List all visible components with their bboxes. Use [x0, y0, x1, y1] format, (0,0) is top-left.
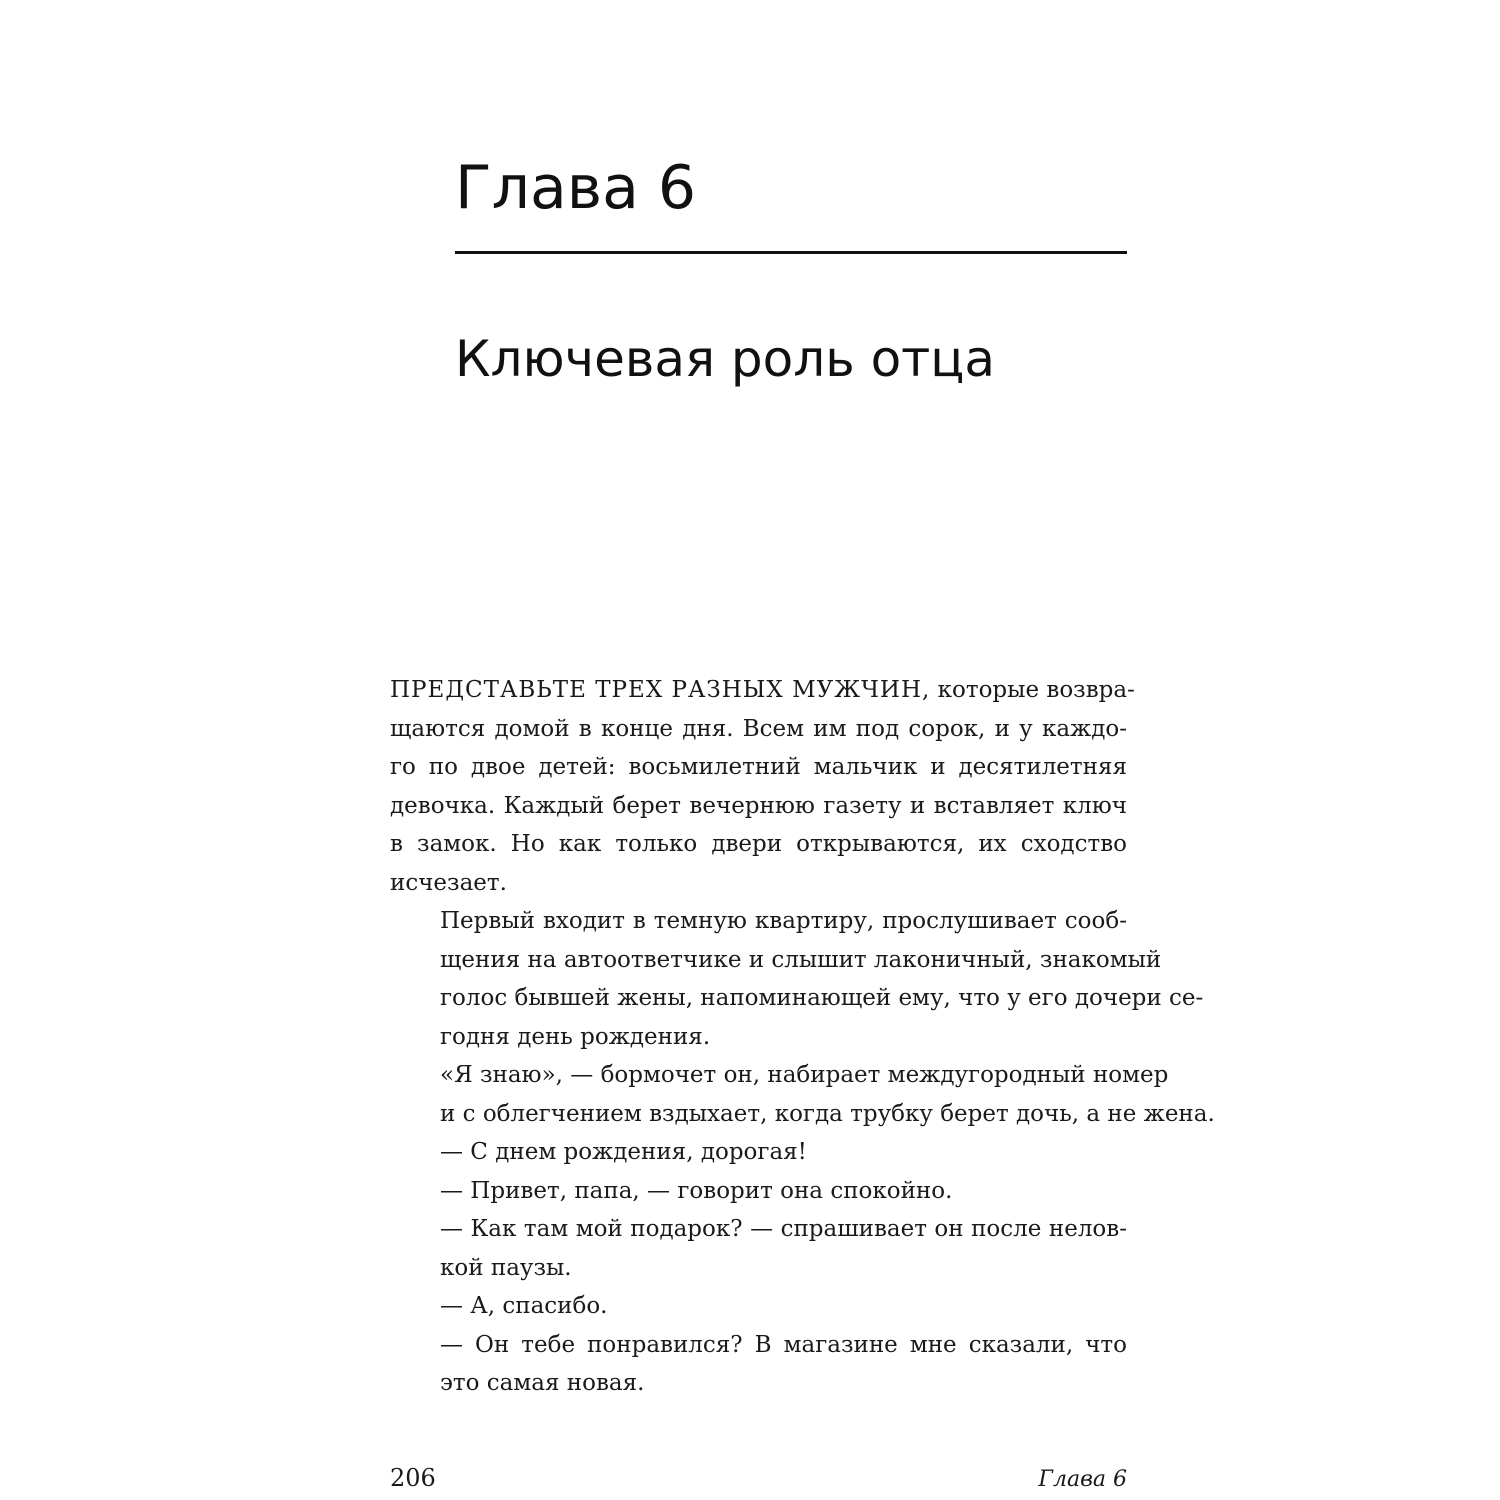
text-line: — С днем рождения, дорогая! — [440, 1139, 807, 1165]
dialogue-line — [390, 1287, 1127, 1326]
body-text — [390, 671, 1215, 1403]
text-line: и с облегчением вздыхает, когда трубку берет дочь, а не жена. — [440, 1100, 1215, 1127]
lead-in-smallcaps: ПРЕДСТАВЬТЕ ТРЕХ РАЗНЫХ МУЖЧИН, — [390, 677, 931, 703]
text-line: — Как там мой подарок? — спрашивает он после нелов- — [440, 1216, 1127, 1242]
text-line: го по двое детей: восьмилетний мальчик и десятилетняя — [390, 754, 1127, 780]
text-line: — Он тебе понравился? В магазине мне сказали, что — [440, 1331, 1127, 1358]
text-line: кой паузы. — [440, 1254, 572, 1281]
text-line: — Привет, папа, — говорит она спокойно. — [440, 1177, 953, 1204]
dialogue-line — [390, 1210, 1127, 1287]
running-head: Глава 6 — [1038, 1467, 1127, 1492]
paragraph-3 — [390, 1056, 1215, 1133]
page-number: 206 — [390, 1464, 436, 1492]
chapter-divider — [455, 251, 1127, 254]
chapter-number: Глава 6 — [455, 153, 697, 223]
dialogue-line — [390, 1326, 1127, 1403]
text-line: это самая новая. — [440, 1370, 645, 1396]
text-line: щаются домой в конце дня. Всем им под сорок, и у каждо- — [390, 715, 1127, 742]
chapter-title: Ключевая роль отца — [455, 330, 995, 388]
text-line: годня день рождения. — [440, 1023, 711, 1050]
text-line: исчезает. — [390, 869, 507, 896]
text-line: «Я знаю», — бормочет он, набирает междугородный номер — [440, 1062, 1169, 1088]
text-line: в замок. Но как только двери открываются, их сходство — [390, 831, 1127, 857]
text-line: голос бывшей жены, напоминающей ему, что у его дочери се- — [440, 985, 1204, 1011]
text-line: ПРЕДСТАВЬТЕ ТРЕХ РАЗНЫХ МУЖЧИН, которые возвра- — [390, 677, 1135, 703]
text-line: Первый входит в темную квартиру, прослушивает сооб- — [440, 908, 1127, 934]
text-line: — А, спасибо. — [440, 1293, 608, 1319]
dialogue-line — [390, 1172, 1127, 1211]
dialogue-line — [390, 1133, 1127, 1172]
paragraph-2 — [390, 902, 1204, 1056]
text-line: девочка. Каждый берет вечернюю газету и вставляет ключ — [390, 792, 1127, 819]
text-line: щения на автоответчике и слышит лаконичный, знакомый — [440, 946, 1162, 973]
paragraph-1 — [390, 671, 1135, 902]
